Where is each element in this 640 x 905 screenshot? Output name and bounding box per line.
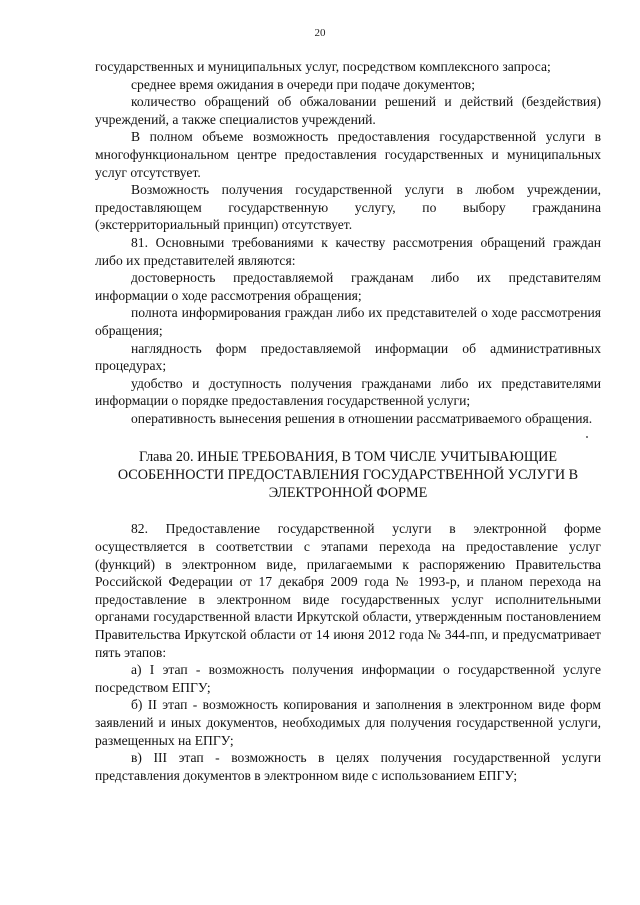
- paragraph: государственных и муниципальных услуг, посредством комплексного запроса;: [95, 59, 551, 74]
- paragraph: количество обращений об обжаловании решений и действий (бездействия) учреждений, а также специалистов учреждений.: [95, 94, 601, 127]
- paragraph: достоверность предоставляемой гражданам либо их представителям информации о ходе рассмотрения обращения;: [95, 270, 601, 303]
- list-item: а) I этап - возможность получения информации о государственной услуге посредством ЕПГУ;: [95, 662, 601, 695]
- paragraph: 81. Основными требованиями к качеству рассмотрения обращений граждан либо их представителей являются:: [95, 234, 601, 268]
- paragraph: В полном объеме возможность предоставления государственной услуги в многофункциональном центре предоставления государственных и муниципальных услуг отсутствует.: [95, 129, 601, 180]
- list-item: в) III этап - возможность в целях получения государственной услуги представления документов в электронном виде с использованием ЕПГУ;: [95, 750, 601, 783]
- document-body: [95, 58, 601, 784]
- paragraph: полнота информирования граждан либо их представителей о ходе рассмотрения обращения;: [95, 305, 601, 338]
- page-number: 20: [314, 27, 326, 39]
- chapter-heading: Глава 20. ИНЫЕ ТРЕБОВАНИЯ, В ТОМ ЧИСЛЕ УЧИТЫВАЮЩИЕ ОСОБЕННОСТИ ПРЕДОСТАВЛЕНИЯ ГОСУДАРСТВЕННОЙ УСЛУГИ В ЭЛЕКТРОННОЙ ФОРМЕ: [117, 449, 579, 502]
- paragraph: Возможность получения государственной услуги в любом учреждении, предоставляющем государственную услугу, по выбору гражданина (экстерриториальный принцип) отсутствует.: [95, 182, 601, 233]
- paragraph: среднее время ожидания в очереди при подаче документов;: [131, 76, 475, 92]
- paragraph: 82. Предоставление государственной услуги в электронной форме осуществляется в соответствии с этапами перехода на предоставление услуг (функций) в электронном виде, прилагаемыми к распоряжению Правительства Российской Федерации от 17 декабря 2009 года № 1993-р, и планом перехода на предоставление в электронном виде государственных услуг исполнительными органами государственной власти Иркутской области, утвержденным постановлением Правительства Иркутской области от 14 июня 2012 года № 344-пп, и предусматривает пять этапов:: [95, 521, 601, 660]
- paragraph: удобство и доступность получения гражданами либо их представителями информации о порядке предоставления государственной услуги;: [95, 375, 601, 409]
- paragraph: наглядность форм предоставляемой информации об административных процедурах;: [95, 340, 601, 374]
- paragraph: оперативность вынесения решения в отношении рассматриваемого обращения.: [131, 410, 593, 426]
- list-item: б) II этап - возможность копирования и заполнения в электронном виде форм заявлений и иных документов, необходимых для получения государственной услуги, размещенных на ЕПГУ;: [95, 697, 601, 748]
